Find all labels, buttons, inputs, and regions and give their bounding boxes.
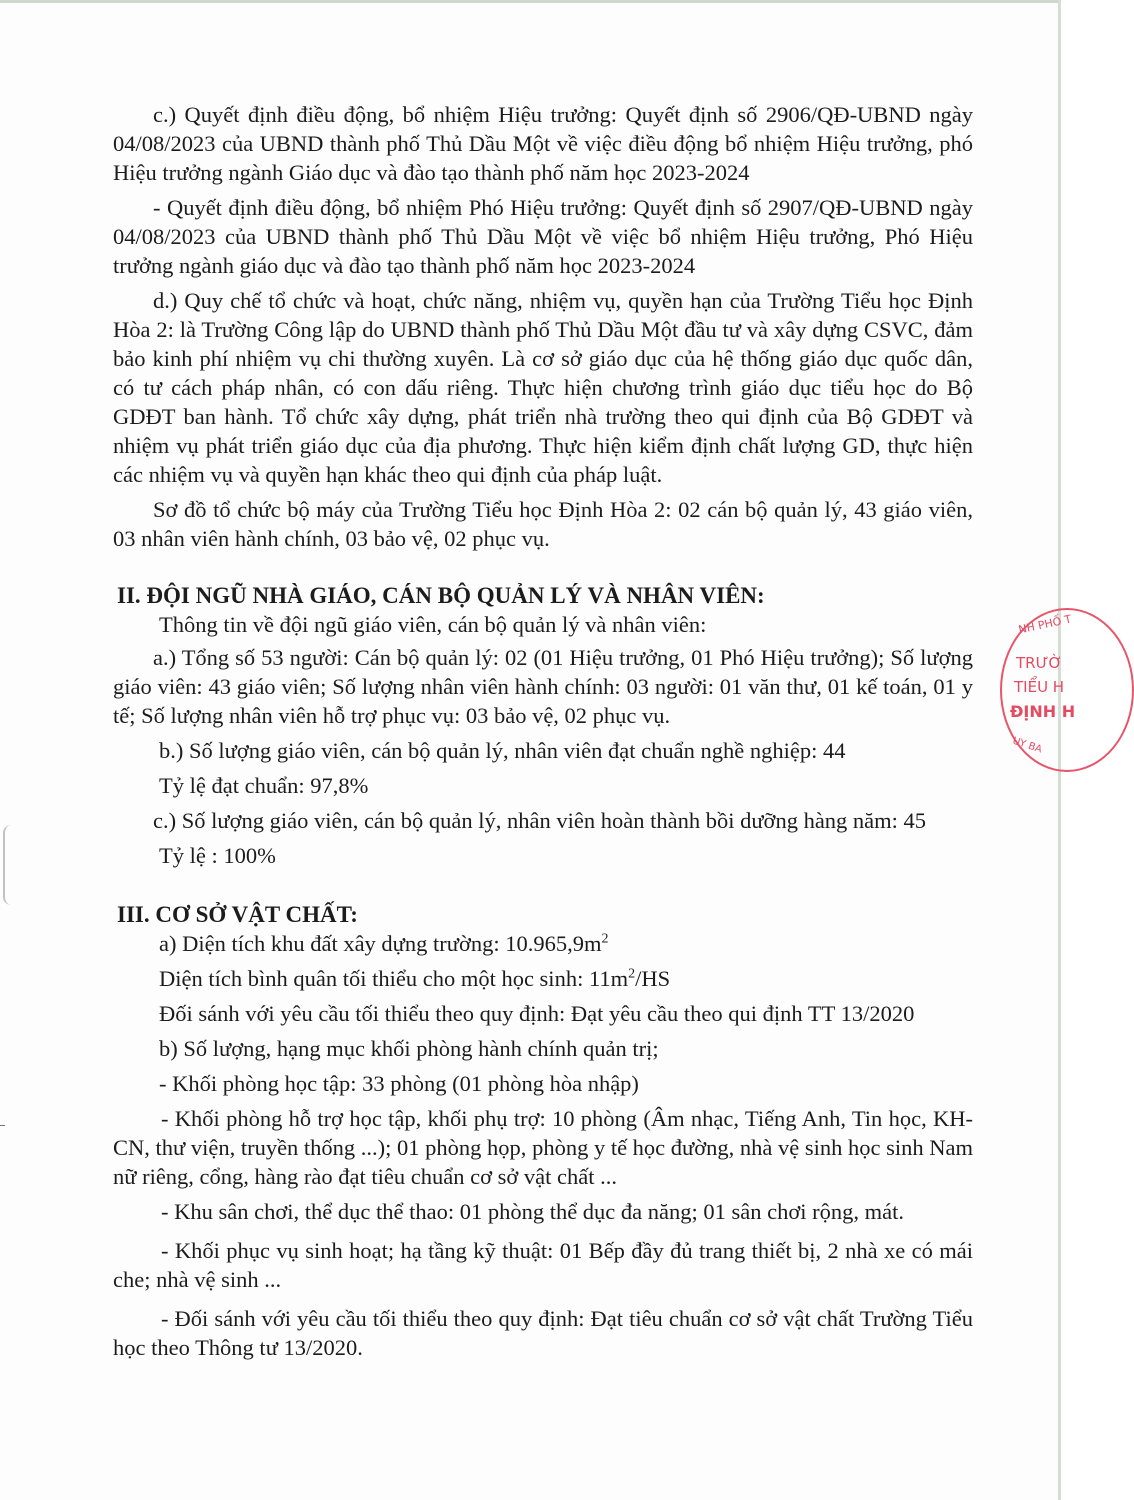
section-2-item-c-rate: Tỷ lệ : 100%	[159, 843, 276, 868]
paragraph-org-chart: Sơ đồ tổ chức bộ máy của Trường Tiểu học Định Hòa 2: 02 cán bộ quản lý, 43 giáo viên, 03 nhân viên hành chính, 03 bảo vệ, 02 phục vụ.	[113, 497, 973, 551]
section-3-area-text: a) Diện tích khu đất xây dựng trường: 10.965,9m	[159, 931, 602, 956]
official-seal-stamp	[1000, 608, 1134, 772]
section-3-item-b1: - Khối phòng học tập: 33 phòng (01 phòng hòa nhập)	[159, 1071, 639, 1096]
section-3-item-b2: - Khối phòng hỗ trợ học tập, khối phụ trợ: 10 phòng (Âm nhạc, Tiếng Anh, Tin học, KH-CN, thư viện, truyền thống ...); 01 phòng họp, phòng y tế học đường, nhà vệ sinh học sinh Nam nữ riêng, cổng, hàng rào đạt tiêu chuẩn cơ sở vật chất ...	[113, 1106, 973, 1189]
stamp-text-name: ĐỊNH H	[1010, 702, 1076, 721]
section-3-item-b3: - Khu sân chơi, thể dục thể thao: 01 phòng thể dục đa năng; 01 sân chơi rộng, mát.	[161, 1199, 905, 1224]
section-2-item-b: b.) Số lượng giáo viên, cán bộ quản lý, nhân viên đạt chuẩn nghề nghiệp: 44	[159, 738, 846, 763]
stamp-text-level: TIỂU H	[1014, 678, 1065, 696]
scan-margin-mark	[3, 825, 11, 905]
section-2-item-b-rate: Tỷ lệ đạt chuẩn: 97,8%	[159, 773, 369, 798]
section-2-item-a: a.) Tổng số 53 người: Cán bộ quản lý: 02 (01 Hiệu trưởng, 01 Phó Hiệu trưởng); Số lượng giáo viên: 43 giáo viên; Số lượng nhân viên hành chính: 03 người: 01 văn thư, 01 kế toán, 01 y tế; Số lượng nhân viên hỗ trợ phục vụ: 03 bảo vệ, 02 phục vụ.	[113, 645, 973, 728]
document-body	[113, 100, 973, 1362]
scan-margin-tick	[0, 1125, 5, 1126]
section-3-average-unit: /HS	[635, 966, 671, 991]
section-3-item-b5: - Đối sánh với yêu cầu tối thiểu theo quy định: Đạt tiêu chuẩn cơ sở vật chất Trường Tiểu học theo Thông tư 13/2020.	[113, 1306, 973, 1360]
scan-edge-top	[0, 0, 1061, 3]
section-3-average-text: Diện tích bình quân tối thiểu cho một học sinh: 11m	[159, 966, 629, 991]
stamp-text-bottom: UY BA	[1011, 735, 1044, 756]
paragraph-c-decision-vice: - Quyết định điều động, bổ nhiệm Phó Hiệu trưởng: Quyết định số 2907/QĐ-UBND ngày 04/08/2023 của UBND thành phố Thủ Dầu Một về việc bổ nhiệm Hiệu trưởng, Phó Hiệu trưởng ngành giáo dục và đào tạo thành phố năm học 2023-2024	[113, 195, 973, 278]
section-2-item-c: c.) Số lượng giáo viên, cán bộ quản lý, nhân viên hoàn thành bồi dưỡng hàng năm: 45	[153, 808, 927, 833]
section-3-item-b: b) Số lượng, hạng mục khối phòng hành chính quản trị;	[159, 1036, 659, 1061]
paragraph-c-decision-principal: c.) Quyết định điều động, bổ nhiệm Hiệu trưởng: Quyết định số 2906/QĐ-UBND ngày 04/08/2023 của UBND thành phố Thủ Dầu Một về việc điều động bổ nhiệm Hiệu trưởng, phó Hiệu trưởng ngành Giáo dục và đào tạo thành phố năm học 2023-2024	[113, 102, 973, 185]
section-3-item-a	[113, 929, 973, 958]
section-3-heading: III. CƠ SỞ VẬT CHẤT:	[117, 902, 358, 927]
stamp-text-top: NH PHỐ T	[1017, 612, 1073, 637]
section-3-item-b4: - Khối phục vụ sinh hoạt; hạ tầng kỹ thuật: 01 Bếp đầy đủ trang thiết bị, 2 nhà xe có mái che; nhà vệ sinh ...	[113, 1238, 973, 1292]
paragraph-d-regulations: d.) Quy chế tổ chức và hoạt, chức năng, nhiệm vụ, quyền hạn của Trường Tiểu học Định Hòa 2: là Trường Công lập do UBND thành phố Thủ Dầu Một đầu tư và xây dựng CSVC, đảm bảo kinh phí nhiệm vụ chi thường xuyên. Là cơ sở giáo dục của hệ thống giáo dục quốc dân, có tư cách pháp nhân, có con dấu riêng. Thực hiện chương trình giáo dục tiểu học do Bộ GDĐT ban hành. Tổ chức xây dựng, phát triển nhà trường theo qui định của Bộ GDĐT và nhiệm vụ phát triển giáo dục của địa phương. Thực hiện kiểm định chất lượng GD, thực hiện các nhiệm vụ và quyền hạn khác theo qui định của pháp luật.	[113, 288, 973, 487]
stamp-text-school: TRƯỜ	[1016, 654, 1063, 672]
section-3-average-area	[113, 964, 973, 993]
section-3-area-sup: 2	[601, 931, 609, 947]
section-2-intro: Thông tin về đội ngũ giáo viên, cán bộ quản lý và nhân viên:	[159, 612, 707, 637]
section-2-heading: II. ĐỘI NGŨ NHÀ GIÁO, CÁN BỘ QUẢN LÝ VÀ NHÂN VIÊN:	[117, 583, 765, 608]
section-3-average-sup: 2	[628, 966, 636, 982]
section-3-compare: Đối sánh với yêu cầu tối thiểu theo quy định: Đạt yêu cầu theo qui định TT 13/2020	[159, 1001, 915, 1026]
